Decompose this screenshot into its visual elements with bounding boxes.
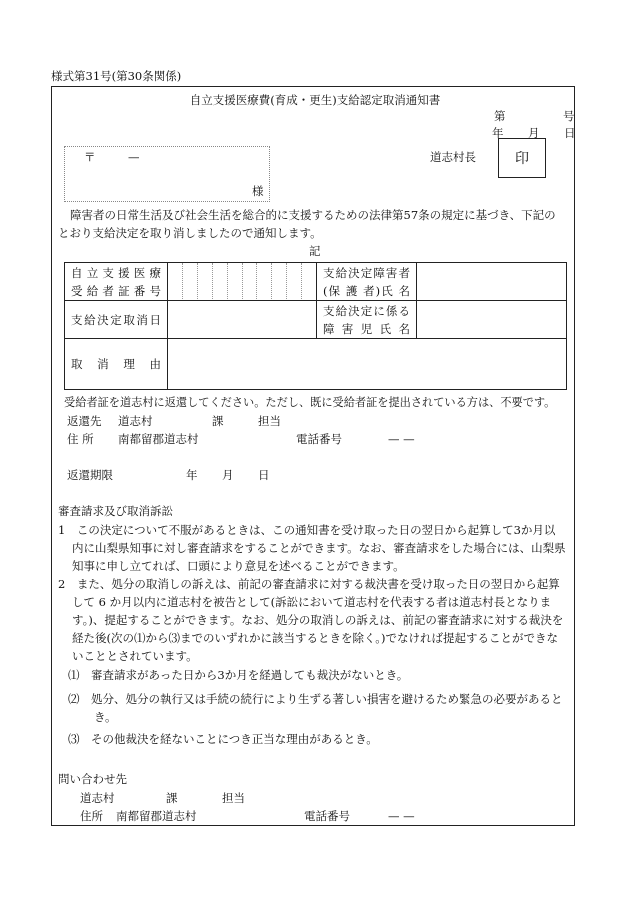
intro-line-1: 障害者の日常生活及び社会生活を総合的に支援するための法律第57条の規定に基づき、下記の: [70, 208, 556, 222]
postal-dash: —: [128, 150, 140, 164]
document-title: 自立支援医療費(育成・更生)支給認定取消通知書: [189, 93, 441, 107]
inquiry-section: 課: [166, 791, 178, 805]
return-phone-label: 電話番号: [296, 432, 342, 446]
return-to-label: 返還先: [67, 414, 102, 428]
appeal-item-1: 1 この決定について不服があるときは、この通知書を受け取った日の翌日から起算して3か月以 内に山梨県知事に対し審査請求をすることができます。なお、審査請求をした場合には、山梨県 知事に申し立てれば、口頭により意見を述べることができます。: [58, 523, 566, 573]
reason-field[interactable]: [168, 339, 567, 390]
reason-label: 取 消 理 由: [65, 339, 168, 390]
deadline-month: 月: [222, 468, 234, 482]
return-to-village: 道志村: [118, 414, 153, 428]
appeal-sub-1: ⑴ 審査請求があった日から3か月を経過しても裁決がないとき。: [68, 668, 409, 682]
guardian-name-field[interactable]: [417, 263, 567, 301]
sender-title: 道志村長: [430, 150, 476, 164]
return-notice: 受給者証を道志村に返還してください。ただし、既に受給者証を提出されている方は、不要です。: [64, 396, 556, 409]
postal-mark: 〒: [84, 150, 96, 164]
appeal-sub-2: ⑵ 処分、処分の執行又は手続の続行により生ずる著しい損害を避けるため緊急の必要があると: [68, 692, 563, 706]
deadline-label: 返還期限: [67, 468, 113, 482]
child-name-field[interactable]: [417, 301, 567, 339]
child-name-label: 支給決定に係る 障 害 児 氏 名: [317, 301, 417, 339]
seal-stamp: 印: [498, 138, 546, 178]
intro-line-2: とおり支給決定を取り消しましたので通知します。: [58, 226, 322, 240]
date-month: 月: [528, 126, 540, 140]
appeal-sub-3: ⑶ その他裁決を経ないことにつき正当な理由があるとき。: [68, 732, 378, 746]
deadline-year: 年: [186, 468, 198, 482]
return-phone-value: — —: [388, 432, 415, 446]
return-to-staff: 担当: [258, 414, 281, 428]
inquiry-staff: 担当: [222, 791, 245, 805]
recipient-no-label: 自立支援医療 受給者証番号: [65, 263, 168, 301]
date-day: 日: [564, 126, 576, 140]
intro-paragraph: [58, 206, 578, 242]
inquiry-heading: 問い合わせ先: [58, 772, 127, 786]
return-address-label: 住 所: [67, 432, 94, 446]
info-table: [64, 262, 567, 390]
date-year: 年: [492, 126, 504, 140]
appeal-subitems: [68, 666, 578, 748]
appeal-sub-2b: き。: [94, 710, 117, 724]
appeal-heading: 審査請求及び取消訴訟: [58, 504, 173, 518]
inquiry-phone-label: 電話番号: [304, 809, 350, 823]
cancel-date-field[interactable]: [168, 301, 317, 339]
inquiry-address-label: 住所: [80, 809, 103, 823]
inquiry-village: 道志村: [80, 791, 115, 805]
appeal-item-2: 2 また、処分の取消しの訴えは、前記の審査請求に対する裁決書を受け取った日の翌日から起算 して 6 か月以内に道志村を被告として(訴訟において道志村を代表する者は道志村長となりま す。)、提起することができます。なお、処分の取消しの訴えは、前記の審査請求に対する裁決を 経た後(次の⑴から⑶までのいずれかに該当するときを除く。)でなければ提起することができな いこととされています。: [58, 577, 564, 663]
doc-no-prefix: 第: [494, 109, 506, 123]
form-number: 様式第31号(第30条関係): [51, 69, 182, 83]
inquiry-phone-value: — —: [388, 809, 415, 823]
guardian-name-label: 支給決定障害者 (保 護 者)氏 名: [317, 263, 417, 301]
inquiry-address-value: 南都留郡道志村: [116, 809, 197, 823]
ki-heading: 記: [309, 244, 321, 258]
return-to-section: 課: [212, 414, 224, 428]
recipient-no-field[interactable]: [168, 263, 317, 301]
honorific: 様: [252, 184, 264, 198]
return-address-value: 南都留郡道志村: [118, 432, 199, 446]
doc-no-suffix: 号: [563, 109, 575, 123]
deadline-day: 日: [258, 468, 270, 482]
cancel-date-label: 支給決定取消日: [65, 301, 168, 339]
